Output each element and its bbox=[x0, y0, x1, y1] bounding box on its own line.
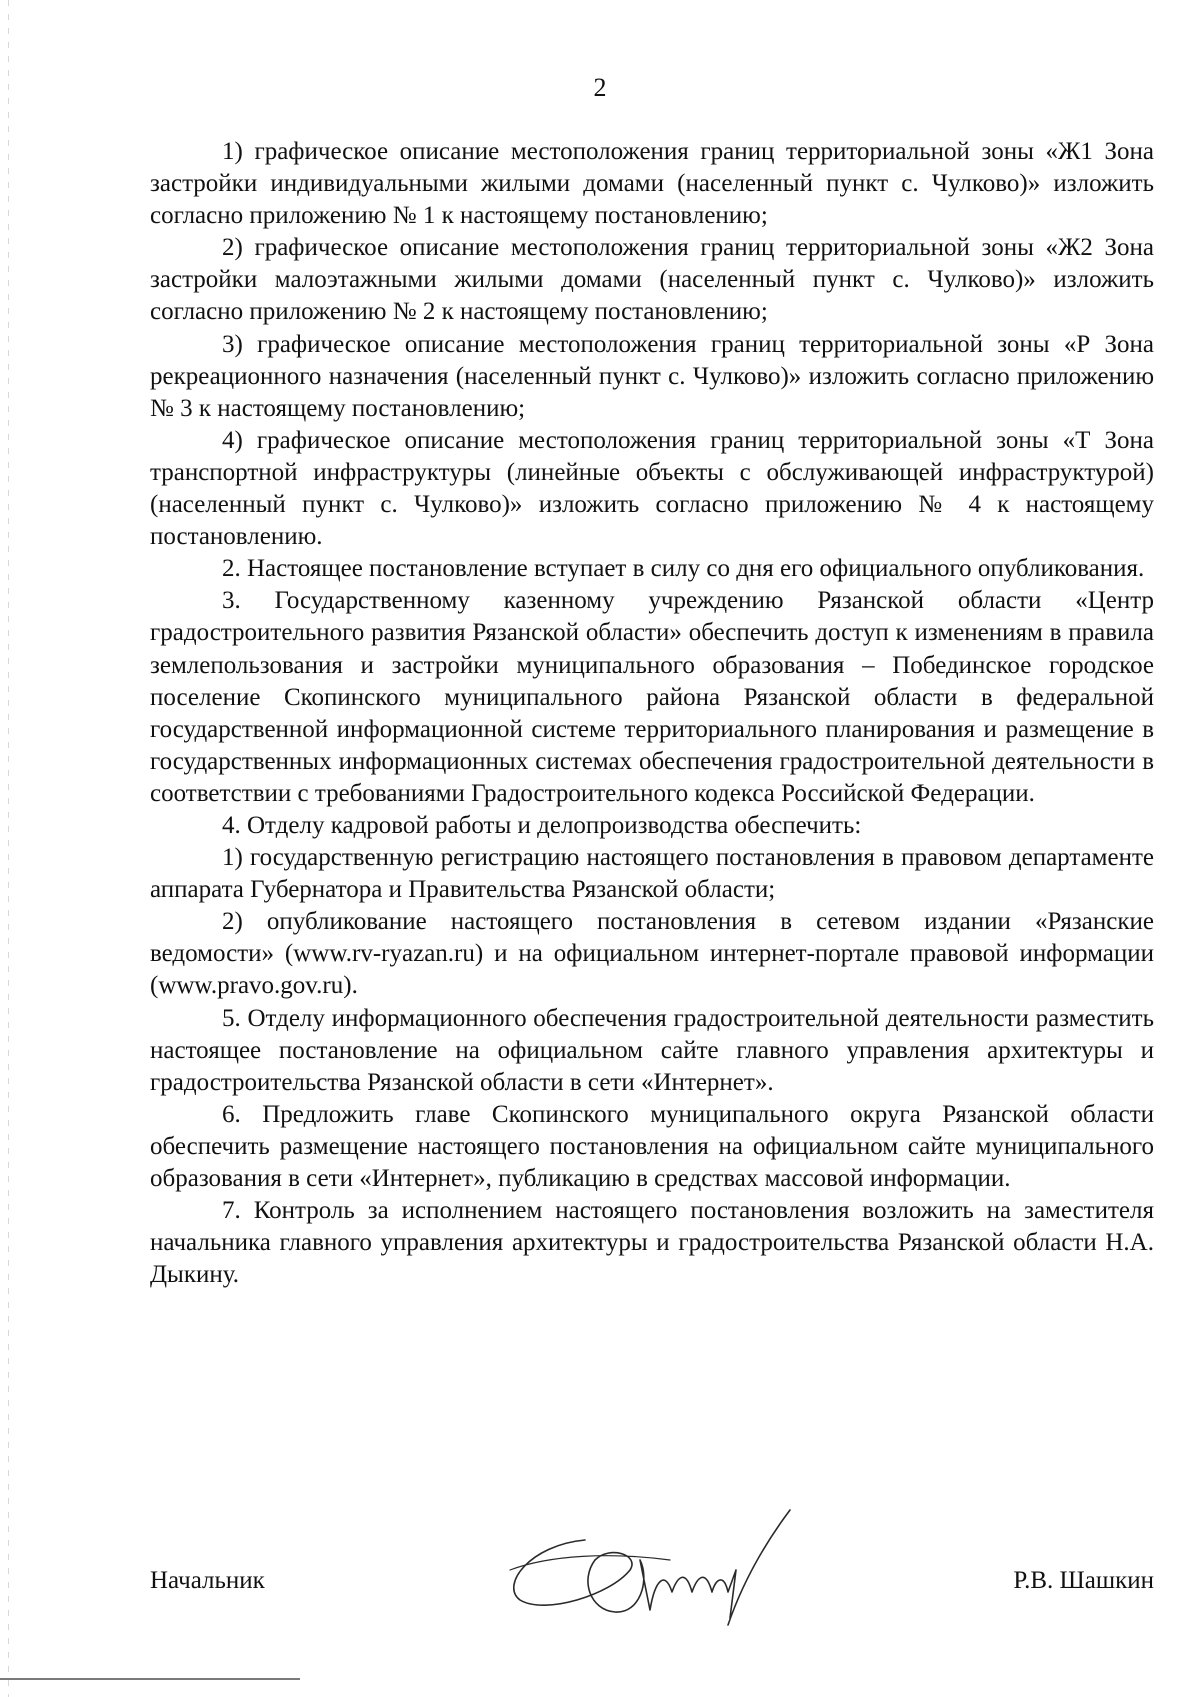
signatory-title: Начальник bbox=[150, 1567, 265, 1594]
scan-edge-bottom bbox=[0, 1678, 300, 1680]
signature-row bbox=[150, 1565, 1154, 1605]
paragraph-4: 4. Отделу кадровой работы и делопроизводства обеспечить: bbox=[222, 811, 862, 839]
scan-edge-left bbox=[8, 0, 9, 1697]
paragraph-2: 2. Настоящее постановление вступает в силу со дня его официального опубликования. bbox=[222, 555, 1145, 583]
paragraph-7: 7. Контроль за исполнением настоящего постановления возложить на заместителя начальника главного управления архитектуры и градостроительства Рязанской области Н.А. Дыкину. bbox=[150, 1197, 1154, 1289]
paragraph-3: 3. Государственному казенному учреждению Рязанской области «Центр градостроительного развития Рязанской области» обеспечить доступ к изменениям в правила землепользования и застройки муниципального образования – Побединское городское поселение Скопинского муниципального района Рязанской области в федеральной государственной информационной системе территориального планирования и размещение в государственных информационных системах обеспечения градостроительной деятельности в соответствии с требованиями Градостроительного кодекса Российской Федерации. bbox=[150, 587, 1154, 807]
document-body bbox=[150, 136, 1154, 1291]
paragraph-1-1: 1) графическое описание местоположения границ территориальной зоны «Ж1 Зона застройки индивидуальными жилыми домами (населенный пункт с. Чулково)» изложить согласно приложению № 1 к настоящему постановлению; bbox=[150, 138, 1154, 230]
page-number: 2 bbox=[593, 73, 607, 102]
paragraph-1-3: 3) графическое описание местоположения границ территориальной зоны «Р Зона рекреационного назначения (населенный пункт с. Чулково)» изложить согласно приложению № 3 к настоящему постановлению; bbox=[150, 330, 1154, 422]
paragraph-5: 5. Отделу информационного обеспечения градостроительной деятельности разместить настоящее постановление на официальном сайте главного управления архитектуры и градостроительства Рязанской области в сети «Интернет». bbox=[150, 1004, 1154, 1096]
paragraph-1-4: 4) графическое описание местоположения границ территориальной зоны «Т Зона транспортной инфраструктуры (линейные объекты с обслуживающей инфраструктурой) (населенный пункт с. Чулково)» изложить согласно приложению № 4 к настоящему постановлению. bbox=[150, 426, 1154, 551]
paragraph-6: 6. Предложить главе Скопинского муниципального округа Рязанской области обеспечить размещение настоящего постановления на официальном сайте муниципального образования в сети «Интернет», публикацию в средствах массовой информации. bbox=[150, 1100, 1154, 1192]
paragraph-1-2: 2) графическое описание местоположения границ территориальной зоны «Ж2 Зона застройки малоэтажными жилыми домами (населенный пункт с. Чулково)» изложить согласно приложению № 2 к настоящему постановлению; bbox=[150, 234, 1154, 326]
paragraph-4-1: 1) государственную регистрацию настоящего постановления в правовом департаменте аппарата Губернатора и Правительства Рязанской области; bbox=[150, 844, 1154, 904]
paragraph-4-2: 2) опубликование настоящего постановления в сетевом издании «Рязанские ведомости» (www.rv-ryazan.ru) и на официальном интернет-портале правовой информации (www.pravo.gov.ru). bbox=[150, 908, 1154, 1000]
signatory-name: Р.В. Шашкин bbox=[1013, 1567, 1154, 1594]
